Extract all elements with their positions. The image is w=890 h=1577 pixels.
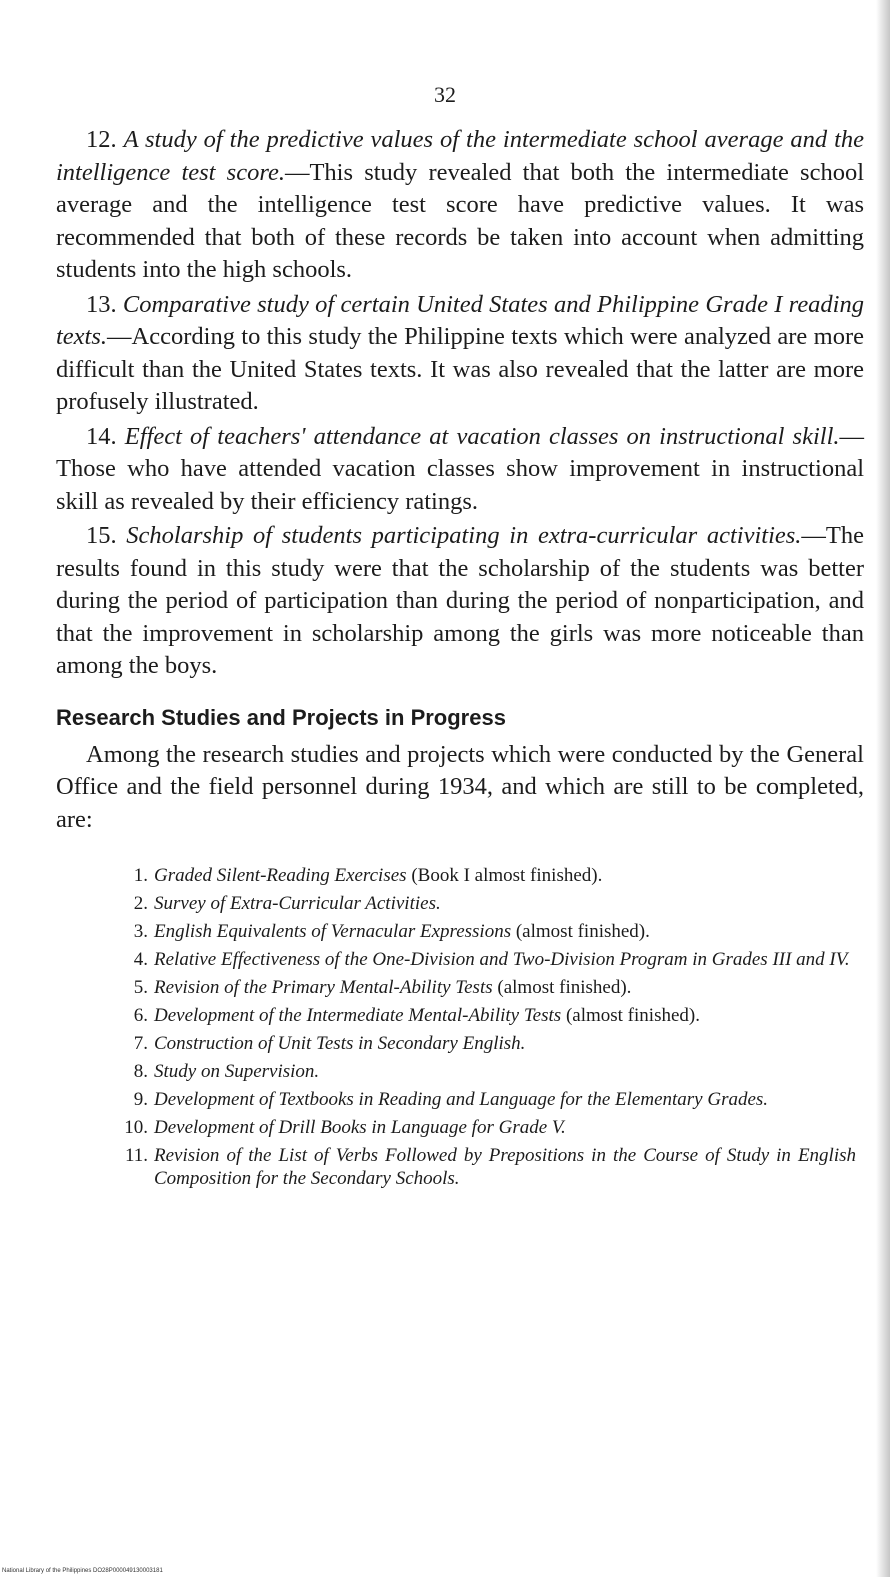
list-item-number: 10. xyxy=(124,1117,148,1138)
list-item-number: 2. xyxy=(133,893,148,914)
list-item-title: English Equivalents of Vernacular Expressions xyxy=(154,921,512,942)
list-item xyxy=(126,1060,856,1083)
list-item xyxy=(126,920,856,943)
list-item-number: 4. xyxy=(133,949,148,970)
section-heading: Research Studies and Projects in Progress xyxy=(56,704,506,730)
list-item-note: (almost finished). xyxy=(511,921,650,942)
body-text xyxy=(56,124,864,1195)
paragraph-15 xyxy=(56,520,864,683)
list-item xyxy=(126,1144,856,1190)
list-item-title: Study on Supervision. xyxy=(154,1061,320,1082)
list-item-number: 7. xyxy=(133,1033,148,1054)
list-item xyxy=(126,1116,856,1139)
list-item-title: Revision of the List of Verbs Followed by Prepositions in the Course of Study in English Composition for the Secondary Schools. xyxy=(154,1145,856,1189)
list-item xyxy=(126,976,856,999)
list-item-title: Development of the Intermediate Mental-Ability Tests xyxy=(154,1005,562,1026)
list-item xyxy=(126,1032,856,1055)
list-item-title: Construction of Unit Tests in Secondary English. xyxy=(154,1033,526,1054)
list-item-title: Relative Effectiveness of the One-Division and Two-Division Program in Grades III and IV. xyxy=(154,949,850,970)
paragraph-title: Comparative study of certain United States and Philippine Grade I reading texts. xyxy=(56,290,864,350)
paragraph-14 xyxy=(56,421,864,519)
paragraph-text: —The results found in this study were that the scholarship of the students was better during the period of participation than during the period of nonparticipation, and that the improvement in scholarship among the girls was more noticeable than among the boys. xyxy=(56,522,865,679)
page-edge-shadow xyxy=(876,0,890,1577)
paragraph-13 xyxy=(56,289,864,419)
paragraph-title: Effect of teachers' attendance at vacation classes on instructional skill. xyxy=(124,422,840,450)
list-item-number: 5. xyxy=(133,977,148,998)
list-item xyxy=(126,892,856,915)
projects-list xyxy=(126,864,856,1190)
page-number: 32 xyxy=(434,82,456,107)
paragraph-12 xyxy=(56,124,864,287)
paragraph-text: —Those who have attended vacation classes show improvement in instructional skill as revealed by their efficiency ratings. xyxy=(56,422,865,515)
list-item xyxy=(126,1004,856,1027)
list-item-note: (almost finished). xyxy=(561,1005,700,1026)
list-item-note: (Book I almost finished). xyxy=(406,865,603,886)
list-item-title: Development of Textbooks in Reading and Language for the Elementary Grades. xyxy=(154,1089,769,1110)
list-item-number: 6. xyxy=(133,1005,148,1026)
paragraph-number: 15. xyxy=(86,522,117,549)
list-item-note: (almost finished). xyxy=(492,977,632,998)
list-item xyxy=(126,1088,856,1111)
paragraph-number: 14. xyxy=(86,422,117,450)
list-item-number: 11. xyxy=(124,1145,148,1166)
section-intro: Among the research studies and projects which were conducted by the General Office and the field personnel during 1934, and which are still to be completed, are: xyxy=(56,740,864,833)
list-item-number: 9. xyxy=(133,1089,148,1110)
list-item-number: 8. xyxy=(133,1061,148,1082)
list-item-title: Revision of the Primary Mental-Ability Tests xyxy=(154,977,493,998)
list-item-title: Development of Drill Books in Language for Grade V. xyxy=(154,1117,566,1138)
list-item-title: Survey of Extra-Curricular Activities. xyxy=(154,893,441,914)
paragraph-title: A study of the predictive values of the intermediate school average and the intelligence test score. xyxy=(56,126,864,186)
paragraph-title: Scholarship of students participating in extra-curricular activities. xyxy=(126,522,802,549)
list-item-number: 3. xyxy=(133,921,148,942)
list-item-title: Graded Silent-Reading Exercises xyxy=(154,865,407,886)
paragraph-text: —According to this study the Philippine texts which were analyzed are more difficult than the United States texts. It was also revealed that the latter are more profusely illustrated. xyxy=(56,323,864,415)
library-footer: National Library of the Philippines DO28P000049130003181 xyxy=(2,1568,163,1574)
list-item xyxy=(126,864,856,887)
paragraph-number: 13. xyxy=(86,290,117,318)
paragraph-number: 12. xyxy=(86,126,117,153)
paragraph-text: —This study revealed that both the intermediate school average and the intelligence test score have predictive values. It was recommended that both of these records be taken into account when admitting students into the high schools. xyxy=(56,158,864,283)
list-item xyxy=(126,948,856,971)
list-item-number: 1. xyxy=(133,865,148,886)
